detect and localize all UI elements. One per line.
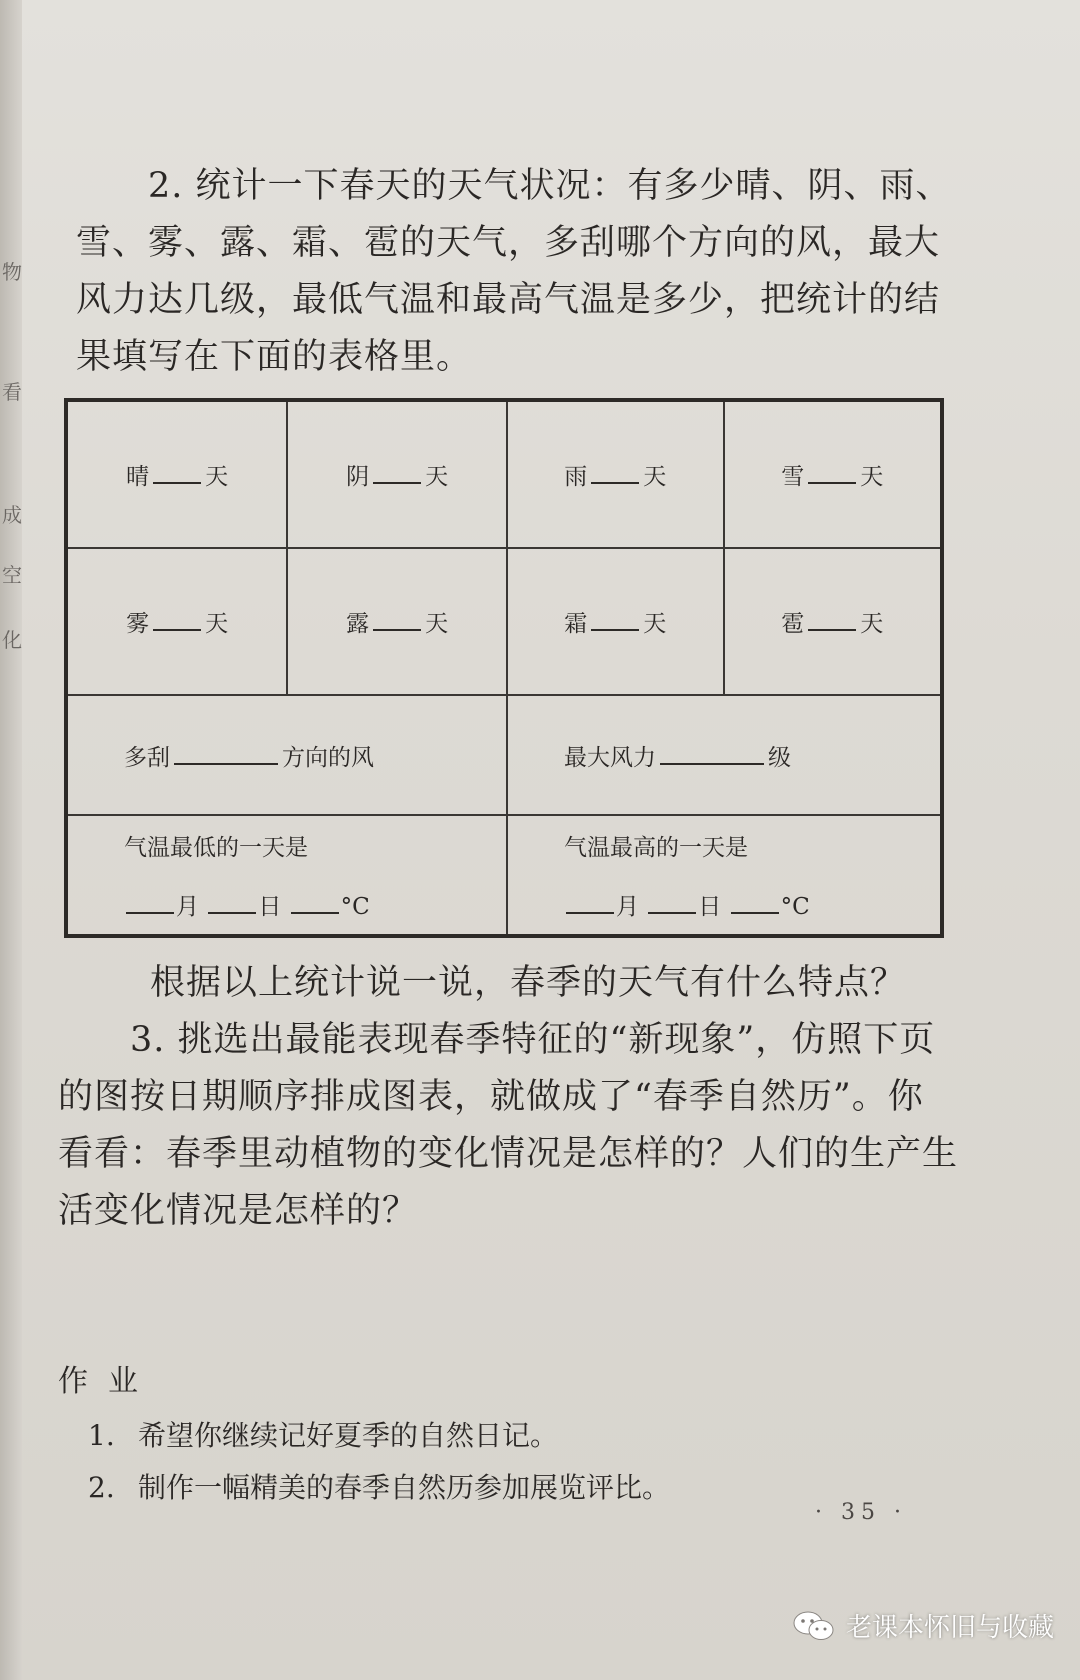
fill-blank	[808, 628, 856, 631]
lowest-temperature-cell: 气温最低的一天是 月 日 °C	[66, 815, 507, 936]
homework-item: 1. 希望你继续记好夏季的自然日记。	[88, 1419, 559, 1452]
question-3-text: 3. 挑选出最能表现春季特征的“新现象”，仿照下页的图按日期顺序排成图表，就做成了“春季自然历”。你看看：春季里动植物的变化情况是怎样的？人们的生产生活变化情况是怎样的？	[58, 1020, 959, 1231]
fill-blank	[291, 911, 339, 914]
fill-blank	[731, 911, 779, 914]
wechat-icon	[792, 1609, 836, 1643]
edge-char: 空	[2, 563, 22, 587]
question-2-text: 2. 统计一下春天的天气状况：有多少晴、阴、雨、雪、雾、露、霜、雹的天气，多刮哪个方向的风，最大风力达几级，最低气温和最高气温是多少，把统计的结果填写在下面的表格里。	[76, 166, 952, 377]
watermark-text: 老课本怀旧与收藏	[845, 1613, 1054, 1643]
weather-cell: 雪 天	[724, 400, 942, 548]
fill-blank	[591, 628, 639, 631]
homework-item: 2. 制作一幅精美的春季自然历参加展览评比。	[88, 1471, 671, 1504]
max-wind-force-cell: 最大风力 级	[507, 695, 942, 815]
lowest-temp-label: 气温最低的一天是	[124, 835, 308, 861]
homework-title: 作业	[58, 1364, 158, 1399]
weather-cell: 晴 天	[66, 400, 287, 548]
weather-statistics-table	[64, 398, 944, 932]
wind-direction-cell: 多刮 方向的风	[66, 695, 507, 815]
fill-blank	[126, 911, 174, 914]
edge-char: 看	[2, 380, 22, 404]
weather-cell: 霜 天	[507, 548, 724, 695]
fill-blank	[808, 481, 856, 484]
weather-cell: 雹 天	[724, 548, 942, 695]
fill-blank	[373, 481, 421, 484]
highest-temp-label: 气温最高的一天是	[563, 835, 748, 861]
watermark	[792, 1607, 1054, 1644]
fill-blank	[373, 628, 421, 631]
fill-blank	[660, 762, 764, 765]
weather-cell: 阴 天	[287, 400, 507, 548]
discussion-prompt: 根据以上统计说一说，春季的天气有什么特点？	[150, 963, 907, 1003]
adjacent-page-edge	[0, 0, 22, 1680]
fill-blank	[174, 762, 278, 765]
edge-char: 成	[2, 503, 22, 527]
edge-char: 化	[2, 628, 22, 652]
homework-list	[88, 1410, 908, 1514]
fill-blank	[153, 481, 201, 484]
fill-blank	[566, 911, 614, 914]
weather-cell: 雾 天	[66, 548, 287, 695]
fill-blank	[648, 911, 696, 914]
highest-temperature-cell: 气温最高的一天是 月 日 °C	[507, 815, 942, 936]
page-number: · 35 ·	[815, 1500, 907, 1525]
fill-blank	[208, 911, 256, 914]
fill-blank	[591, 481, 639, 484]
weather-cell: 露 天	[287, 548, 507, 695]
fill-blank	[153, 628, 201, 631]
edge-char: 物	[2, 260, 22, 284]
weather-cell: 雨 天	[507, 400, 724, 548]
